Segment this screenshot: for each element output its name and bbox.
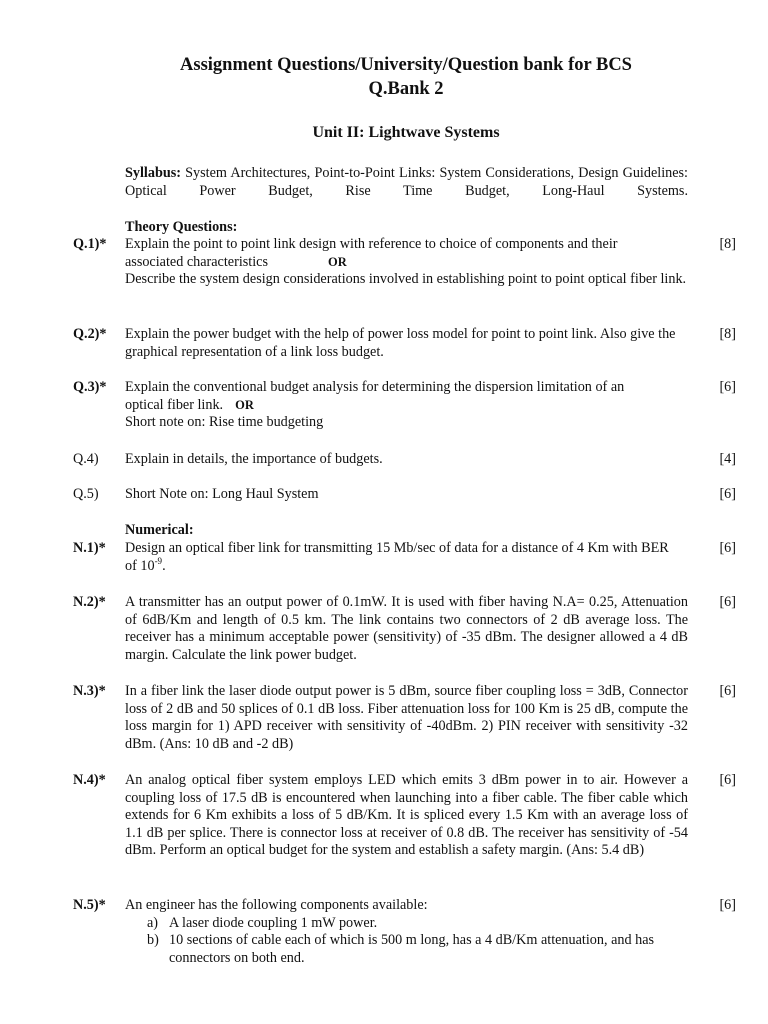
question-line: associated characteristics OR: [125, 253, 347, 270]
marks: [8]: [719, 236, 736, 252]
unit-heading: Unit II: Lightwave Systems: [312, 124, 500, 141]
marks: [6]: [719, 594, 736, 610]
or-label: OR: [235, 397, 254, 412]
marks: [6]: [719, 379, 736, 395]
marks: [6]: [719, 683, 736, 699]
exponent: -9: [154, 555, 163, 566]
syllabus: [125, 165, 688, 200]
question-line: Explain the conventional budget analysis for determining the dispersion limitation of an: [125, 379, 625, 395]
marks: [8]: [719, 326, 736, 342]
question-text: [125, 379, 688, 432]
list-item-text: A laser diode coupling 1 mW power.: [169, 914, 378, 931]
question-line: An engineer has the following components available:: [125, 897, 428, 913]
marks: [6]: [719, 540, 736, 556]
question-text: In a fiber link the laser diode output power is 5 dBm, source fiber coupling loss = 3dB, Connector loss of 2 dB and 50 splices of 0.1 dB loss. Fiber attenuation loss for 100 Km is 25 dB, compute the loss margin for 1) APD receiver with sensitivity of -40dBm. 2) PIN receiver with sensitivity -32 dBm. (Ans: 10 dB and -2 dB): [125, 683, 688, 752]
question-number: Q.1)*: [73, 236, 107, 252]
question-text: Short Note on: Long Haul System: [125, 486, 319, 502]
list-item: [125, 915, 688, 933]
marks: [4]: [719, 451, 736, 467]
syllabus-text: System Architectures, Point-to-Point Links: System Considerations, Design Guidelines: Optical Power Budget, Rise Time Budget, Long-Haul Systems.: [125, 165, 688, 199]
question-line: Explain the point to point link design with reference to choice of components and their: [125, 236, 618, 252]
question-number: Q.5): [73, 486, 99, 502]
question-text: An analog optical fiber system employs LED which emits 3 dBm power in to air. However a coupling loss of 17.5 dB is encountered when launching into a fiber cable. The fiber cable which extends for 6 Km exhibits a loss of 5 dB/Km. It is spliced every 1.5 Km with an average loss of 1.1 dB per splice. There is connector loss at receiver of 0.8 dB. The receiver has sensitivity of -54 dBm. Perform an optical budget for the system and establish a safety margin. (Ans: 5.4 dB): [125, 772, 688, 859]
question-text: Explain in details, the importance of budgets.: [125, 451, 383, 467]
question-number: Q.2)*: [73, 326, 107, 342]
list-item: [125, 932, 688, 967]
question-number: N.1)*: [73, 540, 106, 556]
question-number: N.4)*: [73, 772, 106, 788]
question-line: optical fiber link. OR: [125, 396, 254, 413]
syllabus-label: Syllabus:: [125, 165, 181, 181]
question-number: N.3)*: [73, 683, 106, 699]
marks: [6]: [719, 486, 736, 502]
question-alt: Describe the system design considerations involved in establishing point to point optical fiber link.: [125, 271, 687, 288]
numerical-heading: Numerical:: [125, 522, 194, 538]
list-item-text: 10 sections of cable each of which is 500 m long, has a 4 dB/Km attenuation, and has connectors on both end.: [169, 932, 655, 966]
page-title: Assignment Questions/University/Question bank for BCS: [180, 55, 632, 75]
or-label: OR: [327, 254, 347, 269]
question-number: N.2)*: [73, 594, 106, 610]
theory-heading: Theory Questions:: [125, 219, 238, 235]
question-alt: Short note on: Rise time budgeting: [125, 414, 324, 431]
question-number: Q.3)*: [73, 379, 107, 395]
question-text: Explain the power budget with the help of power loss model for point to point link. Also give the graphical representation of a link loss budget.: [125, 326, 676, 360]
question-text: Design an optical fiber link for transmitting 15 Mb/sec of data for a distance of 4 Km with BER of $10^{-9}$.: [125, 540, 669, 574]
page-subtitle: Q.Bank 2: [368, 79, 444, 99]
marks: [6]: [719, 897, 736, 913]
question-text: [125, 897, 688, 967]
marks: [6]: [719, 772, 736, 788]
list-item-label: b): [147, 932, 159, 949]
question-number: Q.4): [73, 451, 99, 467]
question-number: N.5)*: [73, 897, 106, 913]
question-text: A transmitter has an output power of 0.1mW. It is used with fiber having N.A= 0.25, Attenuation of 6dB/Km and length of 0.5 km. The link contains two connectors of 2 dB average loss. The receiver has a minimum acceptable power (sensitivity) of -35 dBm. The designer allowed a 4 dB margin. Calculate the link power budget.: [125, 594, 688, 663]
list-item-label: a): [147, 914, 159, 931]
question-text: [125, 236, 688, 289]
